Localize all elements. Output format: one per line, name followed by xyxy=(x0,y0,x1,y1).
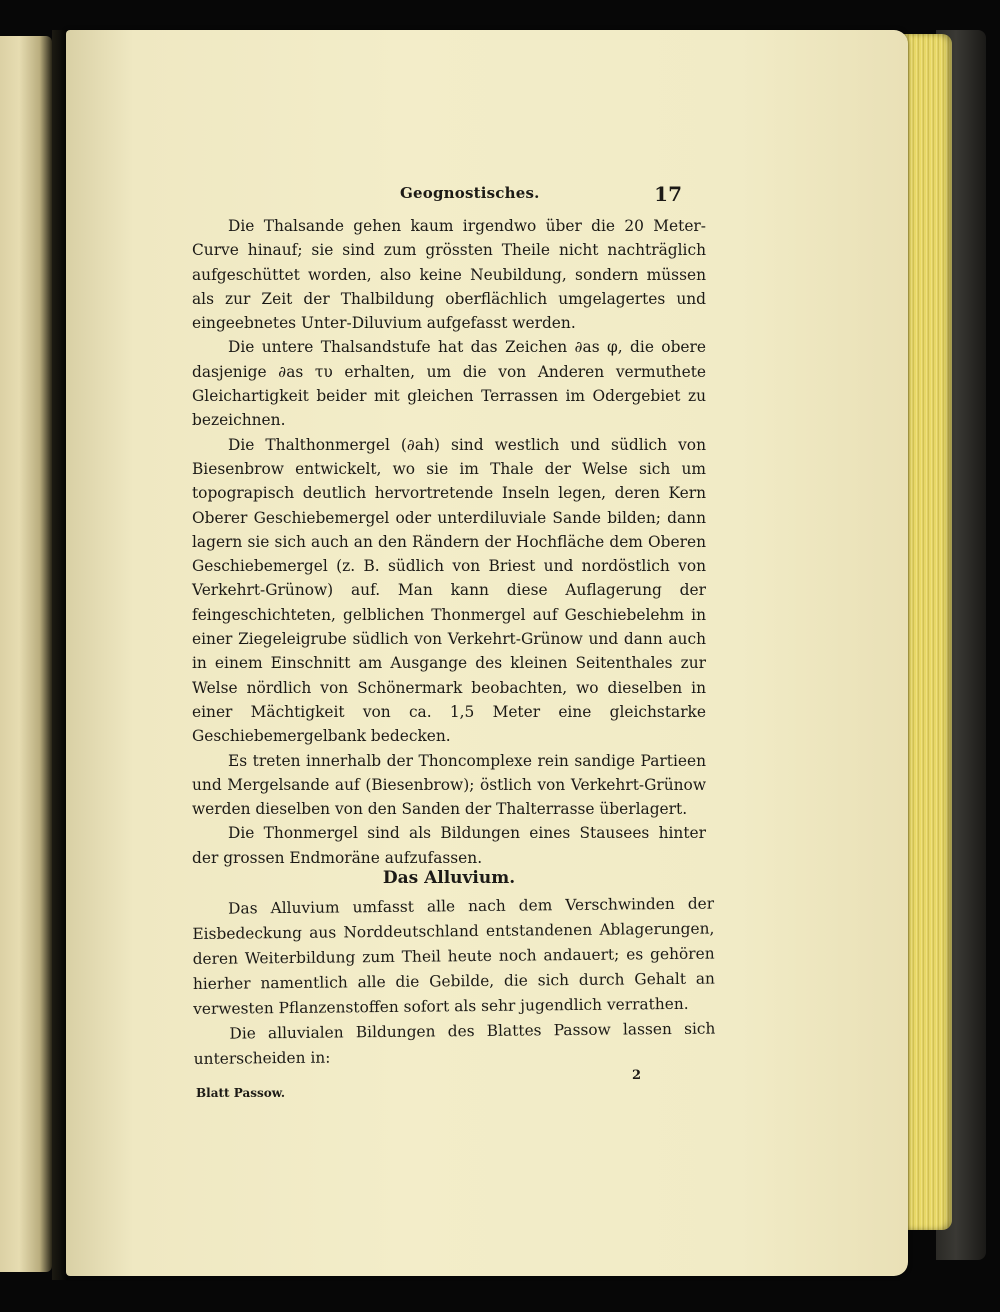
section-text xyxy=(192,892,716,1072)
running-header-title: Geognostisches. xyxy=(400,184,540,202)
main-text xyxy=(192,214,706,870)
section-heading: Das Alluvium. xyxy=(382,868,516,888)
paragraph: Es treten innerhalb der Thoncomplexe rein sandige Partieen und Mergelsande auf (Biesenbrow); östlich von Verkehrt-Grünow werden dieselben von den Sanden der Thalterrasse überlagert. xyxy=(192,751,706,819)
left-page-edge xyxy=(0,36,52,1272)
paragraph: Die alluvialen Bildungen des Blattes Passow lassen sich unterscheiden in: xyxy=(193,1019,716,1068)
paragraph: Die Thonmergel sind als Bildungen eines Stausees hinter der grossen Endmoräne aufzufassen. xyxy=(192,824,706,867)
page-number: 17 xyxy=(654,182,682,206)
paragraph: Die Thalthonmergel (∂ah) sind westlich und südlich von Biesenbrow entwickelt, wo sie im Thale der Welse sich um topograpisch deutlich hervortretende Inseln legen, deren Kern Oberer Geschiebemergel oder unterdiluviale Sande bilden; dann lagern sie sich auch an den Rändern der Hochfläche dem Oberen Geschiebemergel (z. B. südlich von Briest und nordöstlich von Verkehrt-Grünow) auf. Man kann diese Auflagerung der feingeschichteten, gelblichen Thonmergel auf Geschiebelehm in einer Ziegeleigrube südlich von Verkehrt-Grünow und dann auch in einem Einschnitt am Ausgange des kleinen Seitenthales zur Welse nördlich von Schönermark beobachten, wo dieselben in einer Mächtigkeit von ca. 1,5 Meter eine gleichstarke Geschiebemergelbank bedecken. xyxy=(192,435,706,746)
paragraph: Die Thalsande gehen kaum irgendwo über die 20 Meter-Curve hinauf; sie sind zum grössten Theile nicht nachträglich aufgeschüttet worden, also keine Neubildung, sondern müssen als zur Zeit der Thalbildung oberflächlich umgelagertes und eingeebnetes Unter-Diluvium aufgefasst werden. xyxy=(192,217,706,333)
paragraph: Das Alluvium umfasst alle nach dem Verschwinden der Eisbedeckung aus Norddeutschland entstandenen Ablagerungen, deren Weiterbildung zum Theil heute noch andauert; es gehören hierher namentlich alle die Gebilde, die sich durch Gehalt an verwesten Pflanzenstoffen sofort als sehr jugendlich verrathen. xyxy=(192,894,715,1018)
footer-signature-mark: 2 xyxy=(632,1068,642,1083)
running-header xyxy=(126,184,686,208)
footer-sheet-name: Blatt Passow. xyxy=(196,1086,286,1100)
paragraph: Die untere Thalsandstufe hat das Zeichen ∂as φ, die obere dasjenige ∂as τυ erhalten, um die von Anderen vermuthete Gleichartigkeit beider mit gleichen Terrassen im Odergebiet zu bezeichnen. xyxy=(192,338,706,430)
